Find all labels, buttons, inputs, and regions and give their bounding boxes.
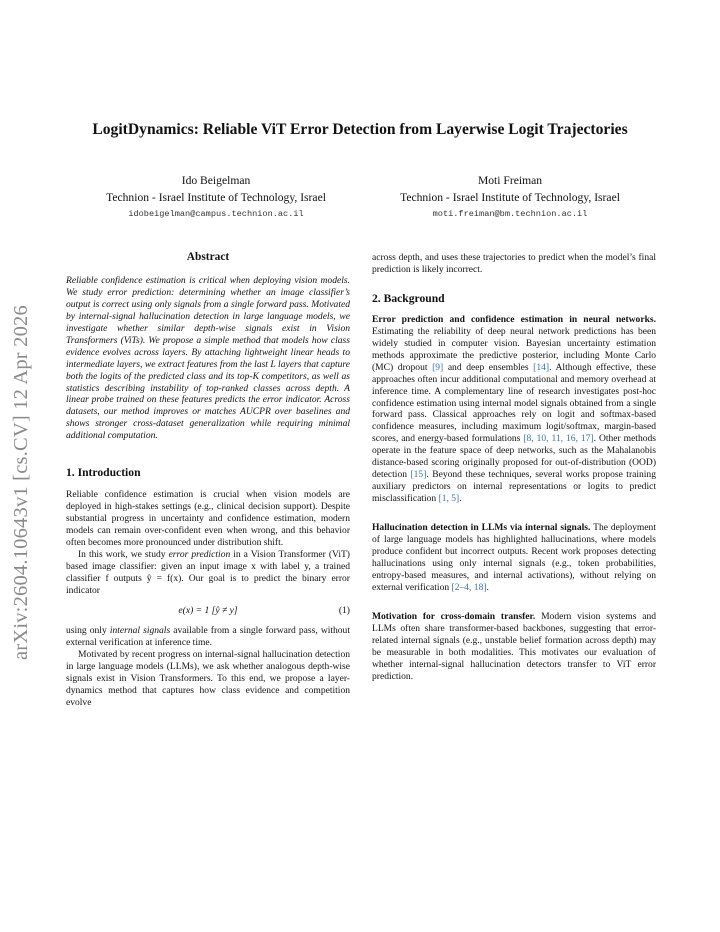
author-block-2 — [364, 172, 656, 223]
right-column — [372, 252, 656, 683]
author-name: Ido Beigelman — [181, 174, 251, 187]
author-name: Moti Freiman — [477, 174, 543, 187]
author-block-1 — [70, 172, 362, 223]
equation-number: (1) — [338, 604, 350, 616]
citation-link[interactable]: [2–4, 18] — [451, 581, 487, 593]
author-email: idobeigelman@campus.technion.ac.il — [128, 209, 304, 219]
background-paragraph-motivation: Motivation for cross-domain transfer. Modern vision systems and LLMs often share transformer-based backbones, suggesting that error-related internal signals (e.g., unstable belief formation across depth) may be measurable in both modalities. This motivates our evaluation of whether internal-signal hallucination detectors transfer to ViT error prediction. — [372, 610, 656, 682]
arxiv-stamp: arXiv:2604.10643v1 [cs.CV] 12 Apr 2026 — [10, 305, 32, 660]
citation-link[interactable]: [8, 10, 11, 16, 17] — [523, 433, 594, 445]
intro-paragraph-1: Reliable confidence estimation is crucial when vision models are deployed in high-stakes settings (e.g., clinical decision support). Despite substantial progress in uncertainty and confidence estimation, modern models can remain over-confident even when wrong, and this behavior often becomes more pronounced under distribution shift. — [66, 489, 350, 549]
abstract-body: Reliable confidence estimation is critical when deploying vision models. We study error prediction: determining whether an image classifier’s output is correct using only signals from a single forward pass. Motivated by internal-signal hallucination detection in large language models, we investigate whether similar depth-wise signals exist in Vision Transformers (ViTs). We propose a simple method that models how class evidence evolves across layers. By attaching lightweight linear heads to intermediate layers, we extract features from the last L layers that capture both the logits of the predicted class and its top-K competitors, as well as statistics describing instability of top-ranked classes across depth. A linear probe trained on these features predicts the error indicator. Across datasets, our method improves or matches AUCPR over baselines and shows stronger cross-dataset generalization while requiring minimal additional computation. — [66, 274, 350, 442]
abstract-heading: Abstract — [186, 251, 230, 263]
paragraph-heading: Error prediction and confidence estimation in neural networks. — [372, 313, 656, 325]
citation-link[interactable]: [9] — [432, 361, 444, 373]
citation-link[interactable]: [15] — [410, 469, 427, 481]
intro-paragraph-3: using only internal signals available from a single forward pass, without external verification at inference time. — [66, 624, 350, 648]
equation-body: e(x) = 1 [ŷ ≠ y] — [178, 604, 238, 616]
emphasis: error prediction — [168, 549, 231, 561]
section-heading-introduction: 1. Introduction — [66, 466, 141, 480]
background-paragraph-error-prediction: Error prediction and confidence estimation in neural networks. Estimating the reliability of deep neural network predictions has been widely studied in computer vision. Bayesian uncertainty estimation methods approximate the predictive posterior, including Monte Carlo (MC) dropout [9] and deep ensembles [14]. Although effective, these approaches often incur additional computational and memory overhead at inference time. A complementary line of research investigates post-hoc confidence estimation using internal model signals obtained from a single forward pass. Classical approaches rely on logit and softmax-based confidence measures, including maximum logit/softmax, margin-based scores, and energy-based formulations [8, 10, 11, 16, 17]. Other methods operate in the feature space of deep networks, such as the Mahalanobis distance-based scoring originally proposed for out-of-distribution (OOD) detection [15]. Beyond these techniques, several works propose training auxiliary predictors on internal representations or logits to predict misclassification [1, 5]. — [372, 313, 656, 505]
citation-link[interactable]: [14] — [533, 361, 550, 373]
section-heading-background: 2. Background — [372, 291, 445, 305]
intro-paragraph-4: Motivated by recent progress on internal-signal hallucination detection in large language models (LLMs), we ask whether analogous depth-wise signals exist in Vision Transformers. To this end, we propose a layer-dynamics method that captures how class evidence and competition evolve — [66, 648, 350, 708]
paper-title: LogitDynamics: Reliable ViT Error Detection from Layerwise Logit Trajectories — [92, 121, 628, 138]
paragraph-heading: Motivation for cross-domain transfer. — [372, 610, 536, 622]
intro-continuation: across depth, and uses these trajectories to predict when the model’s final prediction is likely incorrect. — [372, 252, 656, 275]
emphasis: internal signals — [109, 624, 171, 636]
author-email: moti.freiman@bm.technion.ac.il — [432, 209, 588, 219]
author-affiliation: Technion - Israel Institute of Technology, Israel — [106, 191, 326, 204]
intro-paragraph-2: In this work, we study error prediction in a Vision Transformer (ViT) based image classifier: given an input image x with label y, a trained classifier f outputs ŷ = f(x). Our goal is to predict the binary error indicator — [66, 549, 350, 596]
paragraph-heading: Hallucination detection in LLMs via internal signals. — [372, 522, 591, 534]
left-column — [66, 252, 350, 708]
background-paragraph-hallucination: Hallucination detection in LLMs via internal signals. The deployment of large language models has highlighted hallucinations, where models produce confident but incorrect outputs. Recent work proposes detecting hallucinations using only internal signals (e.g., token probabilities, entropy-based measures, and internal activations), without relying on external verification [2–4, 18]. — [372, 522, 656, 593]
citation-link[interactable]: [1, 5] — [438, 493, 460, 505]
author-affiliation: Technion - Israel Institute of Technology, Israel — [400, 191, 620, 204]
equation-1 — [66, 605, 350, 617]
